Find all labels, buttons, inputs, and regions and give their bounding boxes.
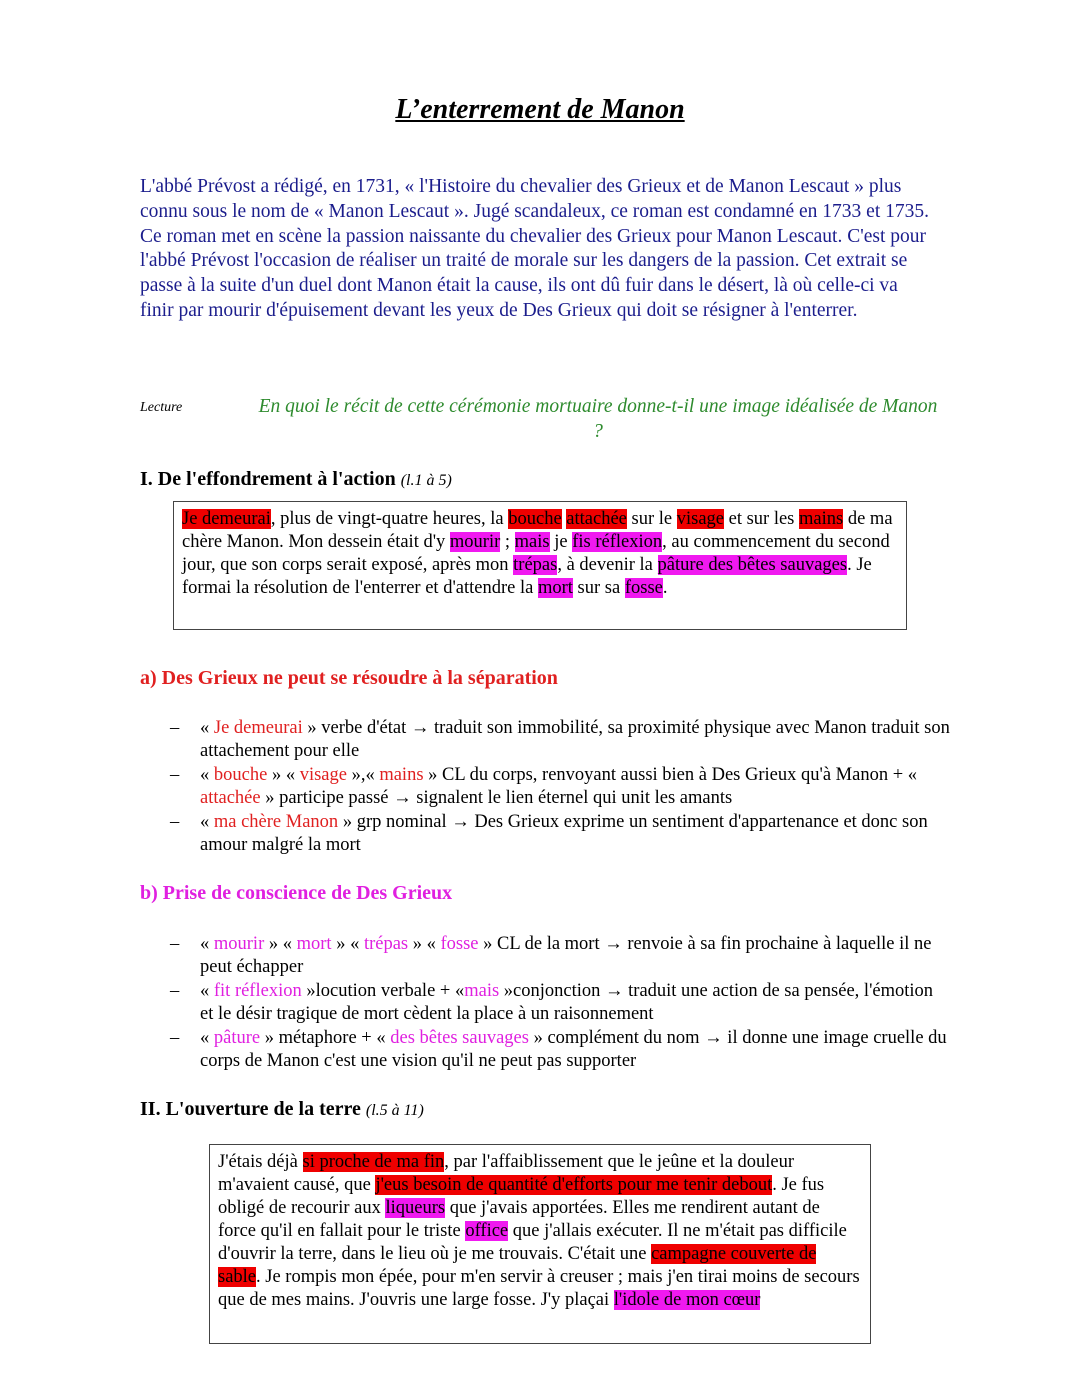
quote: des bêtes sauvages bbox=[390, 1028, 529, 1048]
text: . Je rompis mon épée, pour m'en servir à creuser ; mais j'en tirai moins de secours que de mes mains. J'ouvris une large fosse. J'y plaçai bbox=[218, 1267, 860, 1310]
text: « bbox=[200, 934, 214, 954]
text: ; bbox=[500, 532, 515, 552]
text: « bbox=[200, 1028, 214, 1048]
text: » participe passé → signalent le lien éternel qui unit les amants bbox=[260, 788, 733, 808]
highlight: fosse bbox=[624, 578, 663, 598]
quote: fosse bbox=[440, 934, 479, 954]
text: , au commencement du second jour, que son corps serait exposé, après mon bbox=[182, 532, 890, 575]
highlight: campagne couverte de sable bbox=[218, 1244, 817, 1287]
text: » métaphore + « bbox=[260, 1028, 391, 1048]
list-item: – « pâture » métaphore + « des bêtes sauvages » complément du nom → il donne une image cruelle du corps de Manon c'est une vision qu'il ne peut pas supporter bbox=[170, 1028, 947, 1071]
part1-heading-text: I. De l'effondrement à l'action bbox=[140, 468, 396, 490]
page-title: L’enterrement de Manon bbox=[395, 94, 685, 125]
text: je bbox=[549, 532, 573, 552]
text: » « bbox=[331, 934, 364, 954]
list-item: – « bouche » « visage »,« mains » CL du corps, renvoyant aussi bien à Des Grieux qu'à Manon + « attachée » participe passé → signalent le lien éternel qui unit les amants bbox=[170, 765, 917, 808]
subheading-b: b) Prise de conscience de Des Grieux bbox=[140, 882, 453, 904]
quote: mais bbox=[464, 981, 500, 1001]
quote: mourir bbox=[213, 934, 265, 954]
text: » « bbox=[408, 934, 441, 954]
text: , à devenir la bbox=[557, 555, 658, 575]
highlight: Je demeurai bbox=[182, 509, 271, 529]
text: de ma chère Manon. Mon dessein était d'y bbox=[182, 509, 893, 552]
text: »locution verbale + « bbox=[301, 981, 465, 1001]
text: » CL de la mort → renvoie à sa fin prochaine à laquelle il ne peut échapper bbox=[200, 934, 932, 977]
analysis-list-b bbox=[170, 933, 950, 1074]
highlight: liqueurs bbox=[385, 1198, 446, 1218]
quote: ma chère Manon bbox=[213, 812, 339, 832]
highlight: si proche de ma fin bbox=[302, 1152, 445, 1172]
quote: fit réflexion bbox=[213, 981, 302, 1001]
text: , plus de vingt-quatre heures, la bbox=[270, 509, 509, 529]
quote: bouche bbox=[213, 765, 268, 785]
part2-heading bbox=[140, 1098, 424, 1121]
list-item: – « ma chère Manon » grp nominal → Des Grieux exprime un sentiment d'appartenance et donc son amour malgré la mort bbox=[170, 812, 928, 855]
text: » « bbox=[267, 765, 300, 785]
text: »,« bbox=[346, 765, 380, 785]
intro-paragraph: L'abbé Prévost a rédigé, en 1731, « l'Histoire du chevalier des Grieux et de Manon Lescaut » plus connu sous le nom de « Manon Lescaut ». Jugé scandaleux, ce roman est condamné en 1733 et 1735. Ce roman met en scène la passion naissante du chevalier des Grieux pour Manon Lescaut. C'est pour l'abbé Prévost l'occasion de réaliser un traité de morale sur les dangers de la passion. Cet extrait se passe à la suite d'un duel dont Manon était la cause, ils ont dû fuir dans le désert, là où celle-ci va finir par mourir d'épuisement devant les yeux de Des Grieux qui doit se résigner à l'enterrer. bbox=[140, 176, 929, 321]
list-item: – « fit réflexion »locution verbale + «mais »conjonction → traduit une action de sa pensée, l'émotion et le désir tragique de mort cèdent la place à un raisonnement bbox=[170, 981, 934, 1024]
lecture-label: Lecture bbox=[140, 400, 183, 415]
analysis-list-a bbox=[170, 717, 950, 858]
text: « bbox=[200, 765, 214, 785]
part1-line-ref: (l.1 à 5) bbox=[400, 472, 452, 489]
text: sur le bbox=[626, 509, 677, 529]
quote: visage bbox=[299, 765, 347, 785]
highlight: mourir bbox=[449, 532, 501, 552]
problematic-question: En quoi le récit de cette cérémonie mortuaire donne-t-il une image idéalisée de Manon ? bbox=[258, 396, 938, 442]
highlight: pâture des bêtes sauvages bbox=[657, 555, 848, 575]
quote: trépas bbox=[363, 934, 409, 954]
text: » CL du corps, renvoyant aussi bien à Des Grieux qu'à Manon + « bbox=[423, 765, 917, 785]
text: . Je formai la résolution de l'enterrer et d'attendre la bbox=[182, 555, 872, 598]
highlight: visage bbox=[676, 509, 724, 529]
text: » grp nominal → Des Grieux exprime un sentiment d'appartenance et donc son amour malgré la mort bbox=[200, 812, 928, 855]
text: , par l'affaiblissement que le jeûne et la douleur m'avaient causé, que bbox=[218, 1152, 795, 1195]
text: . Je fus obligé de recourir aux bbox=[218, 1175, 825, 1218]
subheading-a: a) Des Grieux ne peut se résoudre à la séparation bbox=[140, 667, 558, 689]
excerpt-part2 bbox=[209, 1144, 871, 1344]
quote: Je demeurai bbox=[213, 718, 303, 738]
highlight: l'idole de mon cœur bbox=[613, 1290, 761, 1310]
highlight: mort bbox=[537, 578, 573, 598]
highlight: fis réflexion bbox=[572, 532, 663, 552]
list-item: – « Je demeurai » verbe d'état → traduit son immobilité, sa proximité physique avec Manon traduit son attachement pour elle bbox=[170, 718, 950, 761]
quote: pâture bbox=[213, 1028, 261, 1048]
highlight: office bbox=[465, 1221, 509, 1241]
quote: mains bbox=[379, 765, 424, 785]
highlight: bouche bbox=[508, 509, 562, 529]
part1-heading bbox=[140, 468, 452, 491]
part2-heading-text: II. L'ouverture de la terre bbox=[140, 1098, 361, 1120]
quote: mort bbox=[296, 934, 332, 954]
quote: attachée bbox=[200, 788, 261, 808]
part2-line-ref: (l.5 à 11) bbox=[365, 1102, 424, 1119]
excerpt-part1 bbox=[173, 501, 907, 630]
highlight: trépas bbox=[513, 555, 558, 575]
text: et sur les bbox=[724, 509, 800, 529]
list-item: – « mourir » « mort » « trépas » « fosse » CL de la mort → renvoie à sa fin prochaine à laquelle il ne peut échapper bbox=[170, 934, 932, 977]
text: « bbox=[200, 812, 214, 832]
highlight: mais bbox=[514, 532, 550, 552]
text: » complément du nom → il donne une image cruelle du corps de Manon c'est une vision qu'il ne peut pas supporter bbox=[200, 1028, 947, 1071]
text: que j'avais apportées. Elles me rendirent autant de force qu'il en fallait pour le triste bbox=[218, 1198, 820, 1241]
highlight: attachée bbox=[566, 509, 627, 529]
highlight: mains bbox=[799, 509, 844, 529]
text: »conjonction → traduit une action de sa pensée, l'émotion et le désir tragique de mort cèdent la place à un raisonnement bbox=[200, 981, 934, 1024]
text: J'étais déjà bbox=[218, 1152, 303, 1172]
text: « bbox=[200, 981, 214, 1001]
text: que j'allais exécuter. Il ne m'était pas difficile d'ouvrir la terre, dans le lieu où je me trouvais. C'était une bbox=[218, 1221, 847, 1264]
text: sur sa bbox=[572, 578, 625, 598]
text: « bbox=[200, 718, 214, 738]
text: » « bbox=[264, 934, 297, 954]
text: » verbe d'état → traduit son immobilité, sa proximité physique avec Manon traduit son attachement pour elle bbox=[200, 718, 950, 761]
highlight: j'eus besoin de quantité d'efforts pour me tenir debout bbox=[375, 1175, 773, 1195]
text: . bbox=[662, 578, 668, 598]
